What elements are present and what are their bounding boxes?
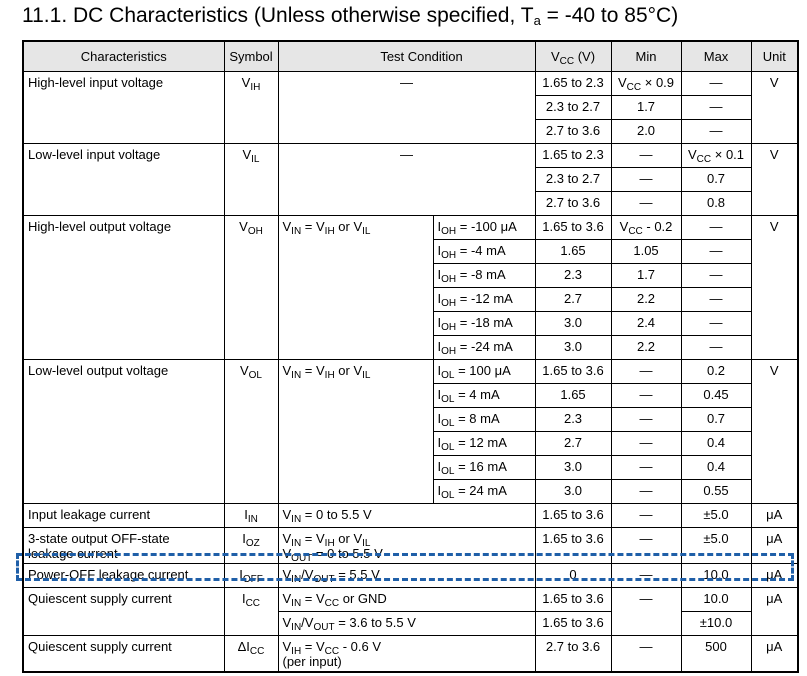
min-cell: 2.0 — [611, 120, 681, 144]
table-row — [23, 504, 798, 528]
min-cell: — — [611, 504, 681, 528]
char-label: Power-OFF leakage current — [23, 564, 224, 588]
vcc-cell: 2.3 — [535, 408, 611, 432]
min-cell: — — [611, 168, 681, 192]
header-symbol: Symbol — [224, 41, 278, 72]
test-condition-cell: $V_{IH} = V_{CC} - 0.6$ V (per input) — [278, 636, 535, 673]
min-cell: — — [611, 432, 681, 456]
vcc-cell: 1.65 — [535, 384, 611, 408]
min-cell: 1.7 — [611, 96, 681, 120]
char-label: Low-level output voltage — [23, 360, 224, 504]
unit-cell: μA — [751, 588, 798, 636]
table-row — [23, 528, 798, 564]
vcc-cell: 3.0 — [535, 336, 611, 360]
max-cell: 0.7 — [681, 408, 751, 432]
current-cell: $I_{OH} = -100$ μA — [433, 216, 535, 240]
current-cell: $I_{OH} = -24$ mA — [433, 336, 535, 360]
min-cell: $V_{CC} - 0.2$ — [611, 216, 681, 240]
test-condition-cell: $V_{IN}/V_{OUT} = 5.5$ V — [278, 564, 535, 588]
vcc-cell: 2.7 to 3.6 — [535, 192, 611, 216]
max-cell: $V_{CC} \times 0.1$ — [681, 144, 751, 168]
min-cell: 1.05 — [611, 240, 681, 264]
char-label: High-level output voltage — [23, 216, 224, 360]
vcc-cell: 1.65 to 3.6 — [535, 216, 611, 240]
header-vcc: $V_{CC}$ (V) — [535, 41, 611, 72]
unit-cell: V — [751, 72, 798, 144]
header-unit: Unit — [751, 41, 798, 72]
table-row — [23, 144, 798, 168]
max-cell: 0.8 — [681, 192, 751, 216]
char-label: Quiescent supply current — [23, 636, 224, 673]
char-label: Quiescent supply current — [23, 588, 224, 636]
current-cell: $I_{OL} = 100$ μA — [433, 360, 535, 384]
unit-cell: V — [751, 144, 798, 216]
table-row — [23, 636, 798, 673]
vcc-cell: 2.7 to 3.6 — [535, 636, 611, 673]
symbol-cell: $I_{CC}$ — [224, 588, 278, 636]
test-condition-cell: $V_{IN} = V_{IH}$ or $V_{IL}$ $V_{OUT} = 0$ to 5.5 V — [278, 528, 535, 564]
test-condition-cell: — — [278, 72, 535, 144]
min-cell: 2.2 — [611, 288, 681, 312]
char-label: Input leakage current — [23, 504, 224, 528]
min-cell: $V_{CC} \times 0.9$ — [611, 72, 681, 96]
dc-characteristics-table — [22, 40, 799, 673]
vcc-cell: 1.65 to 3.6 — [535, 360, 611, 384]
min-cell: — — [611, 384, 681, 408]
current-cell: $I_{OH} = -18$ mA — [433, 312, 535, 336]
min-cell: — — [611, 588, 681, 636]
test-condition-cell: $V_{IN} = V_{CC}$ or GND — [278, 588, 535, 612]
test-condition-cell: $V_{IN} = V_{IH}$ or $V_{IL}$ — [278, 360, 433, 504]
max-cell: 0.55 — [681, 480, 751, 504]
table-row — [23, 216, 798, 240]
unit-cell: μA — [751, 528, 798, 564]
test-condition-cell: $V_{IN} = V_{IH}$ or $V_{IL}$ — [278, 216, 433, 360]
current-cell: $I_{OL} = 24$ mA — [433, 480, 535, 504]
header-characteristics: Characteristics — [23, 41, 224, 72]
vcc-cell: 1.65 to 2.3 — [535, 144, 611, 168]
max-cell: — — [681, 336, 751, 360]
current-cell: $I_{OH} = -12$ mA — [433, 288, 535, 312]
max-cell: 0.4 — [681, 456, 751, 480]
table-row — [23, 360, 798, 384]
max-cell: 10.0 — [681, 564, 751, 588]
min-cell: — — [611, 408, 681, 432]
vcc-cell: 1.65 to 3.6 — [535, 588, 611, 612]
vcc-cell: 3.0 — [535, 456, 611, 480]
vcc-cell: 2.7 — [535, 288, 611, 312]
min-cell: — — [611, 192, 681, 216]
symbol-cell: $I_{IN}$ — [224, 504, 278, 528]
max-cell: — — [681, 216, 751, 240]
vcc-cell: 2.7 to 3.6 — [535, 120, 611, 144]
max-cell: 0.7 — [681, 168, 751, 192]
min-cell: — — [611, 480, 681, 504]
symbol-cell: $V_{IH}$ — [224, 72, 278, 144]
current-cell: $I_{OL} = 8$ mA — [433, 408, 535, 432]
vcc-cell: 2.7 — [535, 432, 611, 456]
current-cell: $I_{OH} = -4$ mA — [433, 240, 535, 264]
unit-cell: μA — [751, 564, 798, 588]
page-title: 11.1. DC Characteristics (Unless otherwise specified, $T_a = -40$ to 85°C) — [22, 4, 679, 28]
max-cell: — — [681, 240, 751, 264]
vcc-cell: 1.65 — [535, 240, 611, 264]
unit-cell: μA — [751, 636, 798, 673]
table-row — [23, 588, 798, 612]
min-cell: — — [611, 528, 681, 564]
max-cell: 10.0 — [681, 588, 751, 612]
char-label: High-level input voltage — [23, 72, 224, 144]
char-label: 3-state output OFF-state leakage current — [23, 528, 224, 564]
table-row — [23, 72, 798, 96]
current-cell: $I_{OL} = 16$ mA — [433, 456, 535, 480]
min-cell: — — [611, 636, 681, 673]
max-cell: — — [681, 120, 751, 144]
symbol-cell: $\Delta I_{CC}$ — [224, 636, 278, 673]
symbol-cell: $V_{OH}$ — [224, 216, 278, 360]
header-max: Max — [681, 41, 751, 72]
test-condition-cell: $V_{IN}/V_{OUT} = 3.6$ to 5.5 V — [278, 612, 535, 636]
max-cell: — — [681, 288, 751, 312]
table-row-highlighted — [23, 564, 798, 588]
header-test-condition: Test Condition — [278, 41, 535, 72]
symbol-cell: $I_{OZ}$ — [224, 528, 278, 564]
max-cell: — — [681, 312, 751, 336]
max-cell: 500 — [681, 636, 751, 673]
symbol-cell: $V_{IL}$ — [224, 144, 278, 216]
unit-cell: μA — [751, 504, 798, 528]
max-cell: ±5.0 — [681, 504, 751, 528]
max-cell: 0.2 — [681, 360, 751, 384]
vcc-cell: 1.65 to 2.3 — [535, 72, 611, 96]
current-cell: $I_{OH} = -8$ mA — [433, 264, 535, 288]
min-cell: 2.4 — [611, 312, 681, 336]
max-cell: — — [681, 96, 751, 120]
test-condition-cell: $V_{IN} = 0$ to 5.5 V — [278, 504, 535, 528]
current-cell: $I_{OL} = 12$ mA — [433, 432, 535, 456]
vcc-cell: 1.65 to 3.6 — [535, 528, 611, 564]
header-min: Min — [611, 41, 681, 72]
header-row — [23, 41, 798, 72]
vcc-cell: 2.3 to 2.7 — [535, 168, 611, 192]
min-cell: — — [611, 360, 681, 384]
max-cell: — — [681, 264, 751, 288]
unit-cell: V — [751, 360, 798, 504]
vcc-cell: 1.65 to 3.6 — [535, 612, 611, 636]
vcc-cell: 2.3 to 2.7 — [535, 96, 611, 120]
test-condition-cell: — — [278, 144, 535, 216]
max-cell: — — [681, 72, 751, 96]
min-cell: — — [611, 456, 681, 480]
vcc-cell: 3.0 — [535, 312, 611, 336]
max-cell: 0.4 — [681, 432, 751, 456]
min-cell: 1.7 — [611, 264, 681, 288]
max-cell: ±5.0 — [681, 528, 751, 564]
min-cell: 2.2 — [611, 336, 681, 360]
vcc-cell: 3.0 — [535, 480, 611, 504]
vcc-cell: 0 — [535, 564, 611, 588]
char-label: Low-level input voltage — [23, 144, 224, 216]
symbol-cell: $I_{OFF}$ — [224, 564, 278, 588]
symbol-cell: $V_{OL}$ — [224, 360, 278, 504]
min-cell: — — [611, 144, 681, 168]
max-cell: ±10.0 — [681, 612, 751, 636]
vcc-cell: 1.65 to 3.6 — [535, 504, 611, 528]
unit-cell: V — [751, 216, 798, 360]
vcc-cell: 2.3 — [535, 264, 611, 288]
max-cell: 0.45 — [681, 384, 751, 408]
min-cell: — — [611, 564, 681, 588]
current-cell: $I_{OL} = 4$ mA — [433, 384, 535, 408]
